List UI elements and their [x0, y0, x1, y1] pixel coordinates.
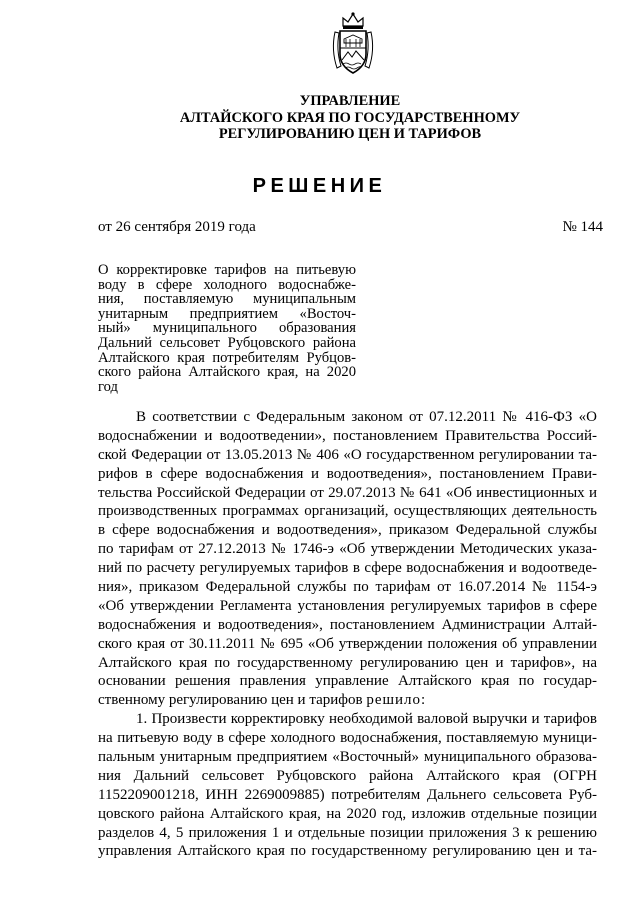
decision-date: от 26 сентября 2019 года [98, 219, 256, 235]
decision-subject [98, 263, 356, 394]
item1-line: на питьевую воду в сфере холодного водоснабжения, поставляемую муници- [98, 730, 597, 747]
agency-line: РЕГУЛИРОВАНИЮ ЦЕН И ТАРИФОВ [218, 126, 482, 142]
subject-line: ния, поставляемую муниципальным [98, 291, 356, 308]
decided-word: решило: [366, 692, 427, 709]
body-line: ний по расчету регулируемых тарифов в сфере водоснабжения и водоотведе- [98, 560, 597, 577]
coat-of-arms-emblem [329, 10, 377, 78]
agency-line: АЛТАЙСКОГО КРАЯ ПО ГОСУДАРСТВЕННОМУ [179, 109, 521, 126]
item1-line: разделов 4, 5 приложения 1 и отдельные позиции приложения 3 к решению [98, 824, 597, 841]
agency-line: УПРАВЛЕНИЕ [299, 93, 401, 109]
item1-line: 1152209001218, ИНН 2269009885) потребителям Дальнего сельсовета Руб- [98, 786, 597, 803]
body-line: по тарифам от 27.12.2013 № 1746-э «Об утверждении Методических указа- [98, 541, 597, 558]
decision-number: № 144 [562, 219, 603, 235]
item1-line: цовского района Алтайского края, на 2020 год, изложив отдельные позиции [98, 805, 597, 822]
body-line: водоснабжения и водоотведения», постановлением Администрации Алтай- [98, 616, 597, 633]
item1-line: ния Дальний сельсовет Рубцовского района Алтайского края (ОГРН [98, 767, 597, 784]
body-line: В соответствии с Федеральным законом от 07.12.2011 № 416-ФЗ «О [136, 409, 597, 425]
body-line: Алтайского края по государственному регулированию цен и тарифов», на [98, 654, 597, 671]
subject-line: Алтайского края потребителям Рубцов- [98, 349, 356, 366]
subject-line: Дальний сельсовет Рубцовского района [98, 334, 356, 351]
agency-header [100, 93, 600, 143]
body-line: рифов в сфере водоснабжения и водоотведения», постановлением Прави- [98, 465, 597, 482]
body-line: тельства Российской Федерации от 29.07.2013 № 641 «Об инвестиционных и [98, 484, 597, 501]
body-line: производственных программах организаций, осуществляющих деятельность [98, 503, 597, 520]
item1-line: управления Алтайского края по государственному регулированию цен и та- [98, 843, 597, 860]
subject-line: воду в сфере холодного водоснабже- [98, 276, 356, 293]
body-line-text: ственному регулированию цен и тарифов [98, 692, 363, 709]
subject-line: ского района Алтайского края, на 2020 [98, 364, 356, 381]
body-line: водоснабжении и водоотведении», постановлением Правительства Россий- [98, 427, 597, 444]
subject-line: год [98, 378, 118, 395]
body-line: ской Федерации от 13.05.2013 № 406 «О государственном регулировании та- [98, 446, 597, 463]
decision-body [98, 408, 597, 861]
item1-line: пальным унитарным предприятием «Восточный» муниципального образова- [98, 749, 597, 766]
subject-line: ный» муниципального образования [98, 320, 356, 337]
subject-line: унитарным предприятием «Восточ- [98, 305, 356, 322]
body-line-final [98, 691, 597, 710]
subject-line: О корректировке тарифов на питьевую [98, 262, 356, 278]
document-type-title: РЕШЕНИЕ [252, 175, 387, 197]
body-line: ского края от 30.11.2011 № 695 «Об утверждении положения об управлении [98, 635, 597, 652]
item1-line: 1. Произвести корректировку необходимой валовой выручки и тарифов [136, 711, 597, 728]
body-line: основании решения правления управление Алтайского края по государ- [98, 673, 597, 690]
body-line: ния», приказом Федеральной службы по тарифам от 16.07.2014 № 1154-э [98, 579, 597, 596]
body-line: в сфере водоснабжения и водоотведения», приказом Федеральной службы [98, 522, 597, 539]
body-line: «Об утверждении Регламента установления регулируемых тарифов в сфере [98, 597, 597, 614]
